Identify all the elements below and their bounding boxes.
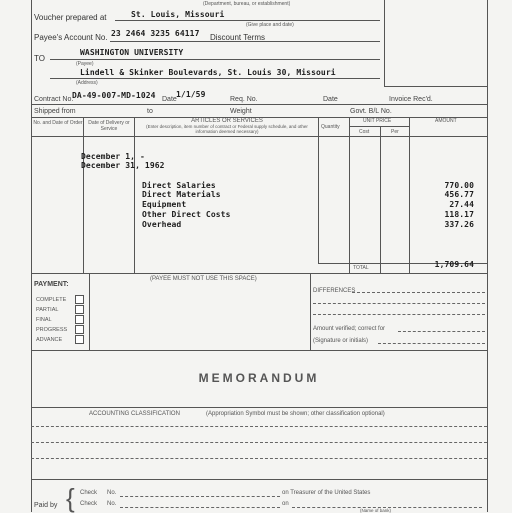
accounting-note: (Appropriation Symbol must be shown; other classification optional) [206, 411, 385, 417]
payment-checkbox-advance[interactable] [75, 335, 84, 344]
req-no-label: Req. No. [230, 96, 258, 103]
corner-box-left [384, 0, 385, 86]
item-amount: 456.77 [444, 190, 474, 199]
col-line-delivery [134, 117, 135, 273]
total-amount: 1,709.64 [434, 260, 474, 269]
col-delivery-header: Date of Delivery or Service [88, 120, 130, 132]
discount-terms-label: Discount Terms [210, 33, 265, 42]
item-desc: Direct Salaries [142, 181, 216, 190]
date2-label: Date [323, 96, 338, 103]
left-border [31, 0, 32, 512]
check-no-line-1 [120, 496, 280, 497]
payment-option-label: ADVANCE [36, 337, 63, 343]
voucher-label: Voucher prepared at [34, 13, 107, 22]
on-label: on [282, 501, 289, 507]
col-quantity-header: Quantity [321, 124, 340, 130]
shipped-from-label: Shipped from [34, 108, 76, 115]
contract-no: DA-49-007-MD-1024 [72, 91, 156, 100]
voucher-underline [115, 20, 380, 21]
payment-bottom-line [31, 350, 487, 351]
bank-caption: (Name of bank) [360, 508, 392, 513]
treasurer-text: on Treasurer of the United States [282, 490, 371, 496]
dept-caption: (Department, bureau, or establishment) [203, 1, 291, 7]
amount-verified-label: Amount verified; correct for [313, 326, 386, 332]
payment-checkbox-progress[interactable] [75, 325, 84, 334]
col-line-quantity [349, 117, 350, 273]
item-amount: 337.26 [444, 220, 474, 229]
payment-checkbox-complete[interactable] [75, 295, 84, 304]
col-order-header: No. and Date of Order [33, 120, 83, 126]
payment-checkbox-partial[interactable] [75, 305, 84, 314]
accounting-label: ACCOUNTING CLASSIFICATION [89, 411, 180, 417]
period-line-2: December 31, 1962 [81, 161, 165, 170]
contract-date: 1/1/59 [176, 90, 206, 99]
payee-notice: (PAYEE MUST NOT USE THIS SPACE) [150, 276, 257, 282]
table-bottom-line [31, 273, 487, 274]
payee-account-label: Payee's Account No. [34, 33, 108, 42]
check-no-line-2 [120, 507, 280, 508]
period-line-1: December 1, - [81, 152, 145, 161]
col-unit-price-header: UNIT PRICE [363, 118, 392, 124]
payment-option-label: FINAL [36, 317, 52, 323]
check-no-label-1: No. [107, 490, 117, 496]
gov-bl-label: Govt. B/L No. [350, 108, 392, 115]
payee-account-no: 23 2464 3235 64117 [111, 29, 200, 38]
address-caption: (Address) [76, 80, 98, 86]
differences-divider [310, 273, 311, 350]
differences-line-3 [313, 314, 485, 315]
contract-no-label: Contract No. [34, 96, 74, 103]
payee-account-underline [110, 41, 380, 42]
accounting-top-line [31, 407, 487, 408]
memorandum-title: MEMORANDUM [198, 371, 320, 385]
payee-name: WASHINGTON UNIVERSITY [80, 48, 184, 57]
item-desc: Other Direct Costs [142, 210, 231, 219]
col-line-order [83, 117, 84, 273]
item-amount: 27.44 [449, 200, 474, 209]
payee-caption: (Payee) [76, 61, 94, 67]
to-label: TO [34, 54, 45, 63]
paid-by-label: Paid by [34, 502, 58, 509]
contract-date-label: Date [162, 96, 177, 103]
payment-option-label: COMPLETE [36, 297, 67, 303]
col-articles-header [136, 118, 318, 134]
corner-box-bottom [384, 86, 487, 87]
payment-label: PAYMENT: [34, 281, 69, 288]
col-line-articles [318, 117, 319, 263]
col-articles-title: ARTICLES OR SERVICES [191, 118, 263, 124]
col-articles-subtitle: (Enter description, item number of contract or Federal supply schedule, and other information deemed necessary) [146, 124, 308, 134]
accounting-line-3 [31, 458, 487, 459]
accounting-bottom-line [31, 479, 487, 480]
contract-row-line [31, 104, 487, 105]
payment-checkbox-final[interactable] [75, 315, 84, 324]
payment-option-label: PARTIAL [36, 307, 59, 313]
table-header-line [31, 136, 487, 137]
col-cost-header: Cost [359, 129, 370, 135]
paid-by-brace: { [66, 483, 75, 513]
check-no-label-2: No. [107, 501, 117, 507]
check-label-2: Check [80, 501, 98, 507]
signature-line [378, 343, 485, 344]
total-label: TOTAL [353, 265, 369, 271]
signature-label: (Signature or initials) [313, 338, 369, 344]
payee-underline [50, 59, 380, 60]
payee-address: Lindell & Skinker Boulevards, St. Louis 30, Missouri [80, 68, 336, 77]
payment-divider [89, 273, 90, 350]
differences-line-1 [352, 292, 485, 293]
col-per-header: Per [391, 129, 399, 135]
accounting-line-1 [31, 426, 487, 427]
item-amount: 770.00 [444, 181, 474, 190]
item-amount: 118.17 [444, 210, 474, 219]
right-border [487, 0, 488, 512]
differences-label: DIFFERENCES [313, 288, 356, 294]
check-label-1: Check [80, 490, 98, 496]
address-underline [50, 78, 380, 79]
item-desc: Direct Materials [142, 190, 221, 199]
differences-line-2 [313, 303, 485, 304]
payment-option-label: PROGRESS [36, 327, 68, 333]
voucher-place: St. Louis, Missouri [131, 10, 225, 19]
invoice-label: Invoice Rec'd. [389, 96, 433, 103]
amount-verified-line [398, 331, 485, 332]
item-desc: Equipment [142, 200, 187, 209]
weight-label: Weight [230, 108, 252, 115]
item-desc: Overhead [142, 220, 182, 229]
accounting-line-2 [31, 442, 487, 443]
place-date-caption: (Give place and date) [246, 22, 294, 28]
col-amount-header: AMOUNT [435, 118, 457, 124]
unit-price-divider [349, 126, 409, 127]
col-line-cost [380, 126, 381, 273]
shipped-to-label: to [147, 108, 153, 115]
